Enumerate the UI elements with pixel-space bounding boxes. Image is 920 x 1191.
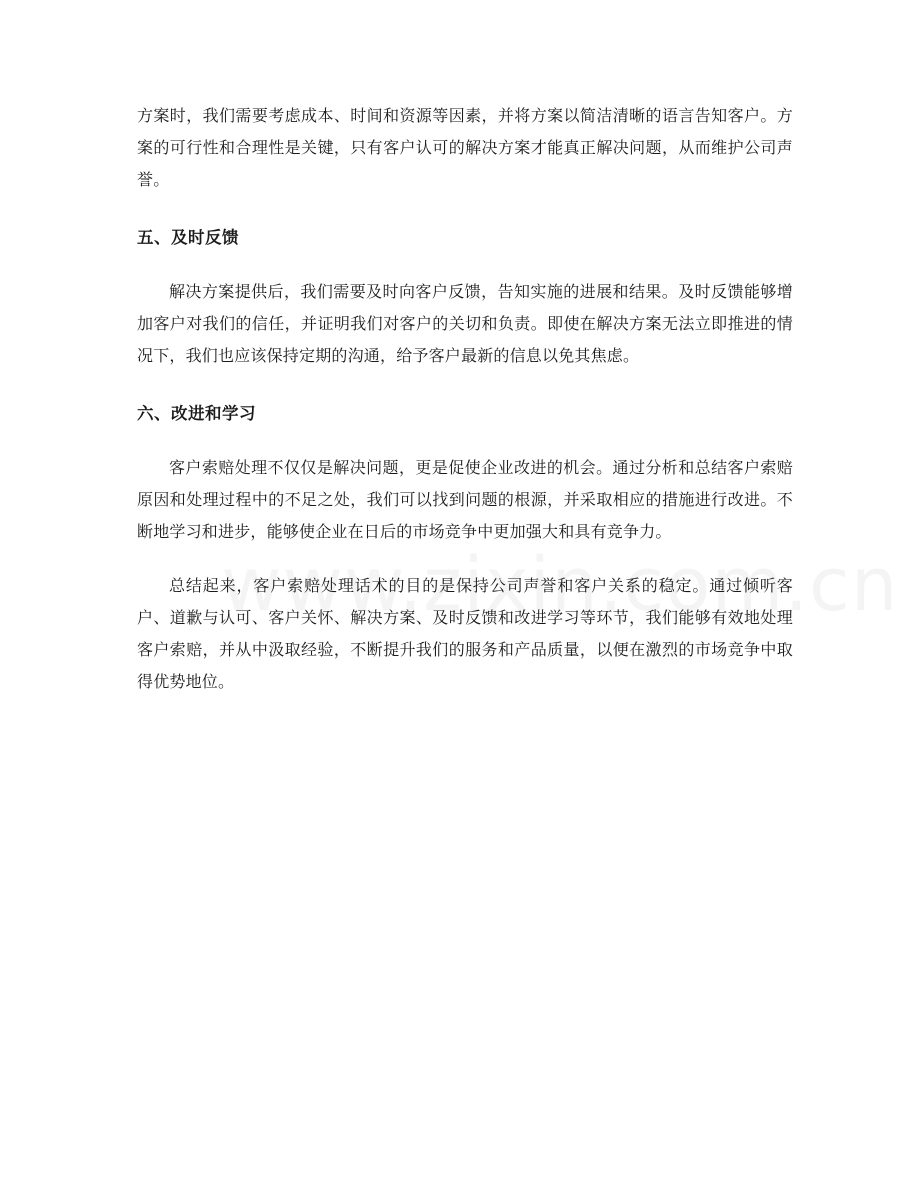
summary-paragraph: 总结起来，客户索赔处理话术的目的是保持公司声誉和客户关系的稳定。通过倾听客户、道歉与认可、客户关怀、解决方案、及时反馈和改进学习等环节，我们能够有效地处理客户索赔，并从中汲取经验，不断提升我们的服务和产品质量，以便在激烈的市场竞争中取得优势地位。 — [137, 576, 793, 691]
document-body — [137, 100, 793, 698]
section-heading-feedback: 五、及时反馈 — [137, 228, 239, 247]
improvement-paragraph: 客户索赔处理不仅仅是解决问题，更是促使企业改进的机会。通过分析和总结客户索赔原因和处理过程中的不足之处，我们可以找到问题的根源，并采取相应的措施进行改进。不断地学习和进步，能够使企业在日后的市场竞争中更加强大和具有竞争力。 — [137, 458, 793, 541]
feedback-paragraph: 解决方案提供后，我们需要及时向客户反馈，告知实施的进展和结果。及时反馈能够增加客户对我们的信任，并证明我们对客户的关切和负责。即使在解决方案无法立即推进的情况下，我们也应该保持定期的沟通，给予客户最新的信息以免其焦虑。 — [137, 282, 793, 365]
spacer — [137, 430, 793, 452]
section-heading-improvement: 六、改进和学习 — [137, 404, 256, 423]
intro-paragraph: 方案时，我们需要考虑成本、时间和资源等因素，并将方案以简洁清晰的语言告知客户。方案的可行性和合理性是关键，只有客户认可的解决方案才能真正解决问题，从而维护公司声誉。 — [137, 106, 793, 189]
spacer — [137, 548, 793, 570]
spacer — [137, 196, 793, 222]
spacer — [137, 372, 793, 398]
spacer — [137, 254, 793, 276]
